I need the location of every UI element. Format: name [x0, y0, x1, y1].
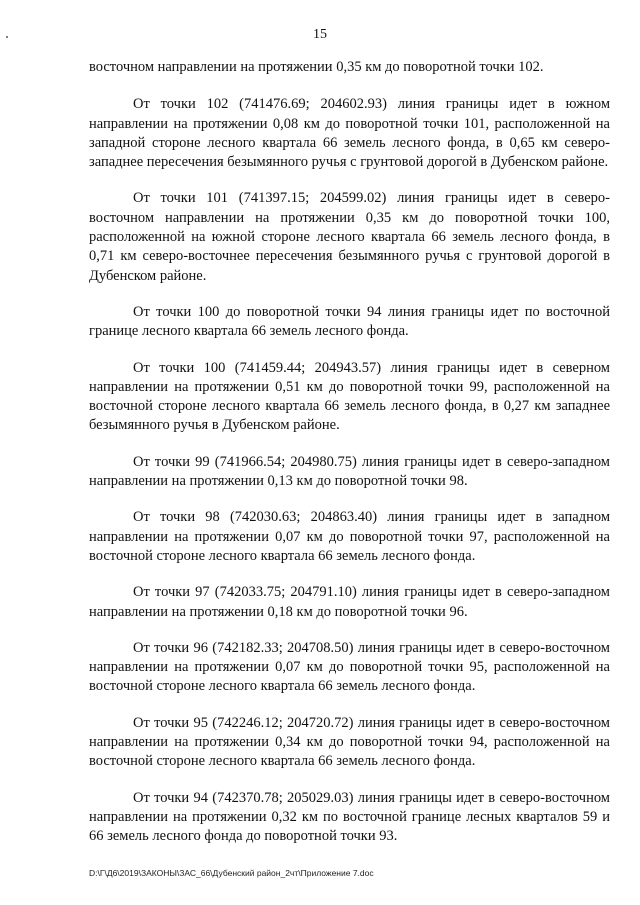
paragraph-point-101: От точки 101 (741397.15; 204599.02) линия границы идет в северо-восточном направлении на протяжении 0,35 км до поворотной точки 100, расположенной на южной стороне лесного квартала 66 земель лесного фонда, в 0,71 км северо-восточнее пересечения безымянного ручья с грунтовой дорогой в Дубенском районе. — [89, 190, 610, 284]
paragraph-point-94: От точки 94 (742370.78; 205029.03) линия границы идет в северо-восточном направлении на протяжении 0,32 км по восточной границе лесных кварталов 59 и 66 земель лесного фонда до поворотной точки 93. — [89, 789, 610, 845]
paragraph-point-96: От точки 96 (742182.33; 204708.50) линия границы идет в северо-восточном направлении на протяжении 0,07 км до поворотной точки 95, расположенной на восточной стороне лесного квартала 66 земель лесного фонда. — [89, 639, 610, 695]
paragraph-point-95: От точки 95 (742246.12; 204720.72) линия границы идет в северо-восточном направлении на протяжении 0,34 км до поворотной точки 94, расположенной на восточной стороне лесного квартала 66 земель лесного фонда. — [89, 714, 610, 770]
paragraph-point-98: От точки 98 (742030.63; 204863.40) линия границы идет в западном направлении на протяжении 0,07 км до поворотной точки 97, расположенной на восточной стороне лесного квартала 66 земель лесного фонда. — [89, 509, 610, 564]
paragraph-point-99: От точки 99 (741966.54; 204980.75) линия границы идет в северо-западном направлении на протяжении 0,13 км до поворотной точки 98. — [89, 453, 610, 490]
paragraph-continuation: восточном направлении на протяжении 0,35 км до поворотной точки 102. — [89, 59, 544, 75]
page-number: 15 — [313, 27, 327, 42]
paragraph-points-100-94: От точки 100 до поворотной точки 94 линия границы идет по восточной границе лесного квартала 66 земель лесного фонда. — [89, 303, 610, 340]
scan-mark — [6, 36, 8, 38]
paragraph-point-97: От точки 97 (742033.75; 204791.10) линия границы идет в северо-западном направлении на протяжении 0,18 км до поворотной точки 96. — [89, 584, 610, 620]
document-body — [89, 58, 610, 864]
paragraph-point-100: От точки 100 (741459.44; 204943.57) линия границы идет в северном направлении на протяжении 0,51 км до поворотной точки 99, расположенной на восточной стороне лесного квартала 66 земель лесного фонда, в 0,27 км западнее безымянного ручья в Дубенском районе. — [89, 359, 610, 434]
footer-file-path: D:\Г\Д6\2019\ЗАКОНЫ\ЗАС_66\Дубенский район_2чт\Приложение 7.doc — [89, 868, 374, 878]
paragraph-point-102: От точки 102 (741476.69; 204602.93) линия границы идет в южном направлении на протяжении 0,08 км до поворотной точки 101, расположенной на западной стороне лесного квартала 66 земель лесного фонда, в 0,65 км северо-западнее пересечения безымянного ручья с грунтовой дорогой в Дубенском районе. — [89, 96, 610, 171]
